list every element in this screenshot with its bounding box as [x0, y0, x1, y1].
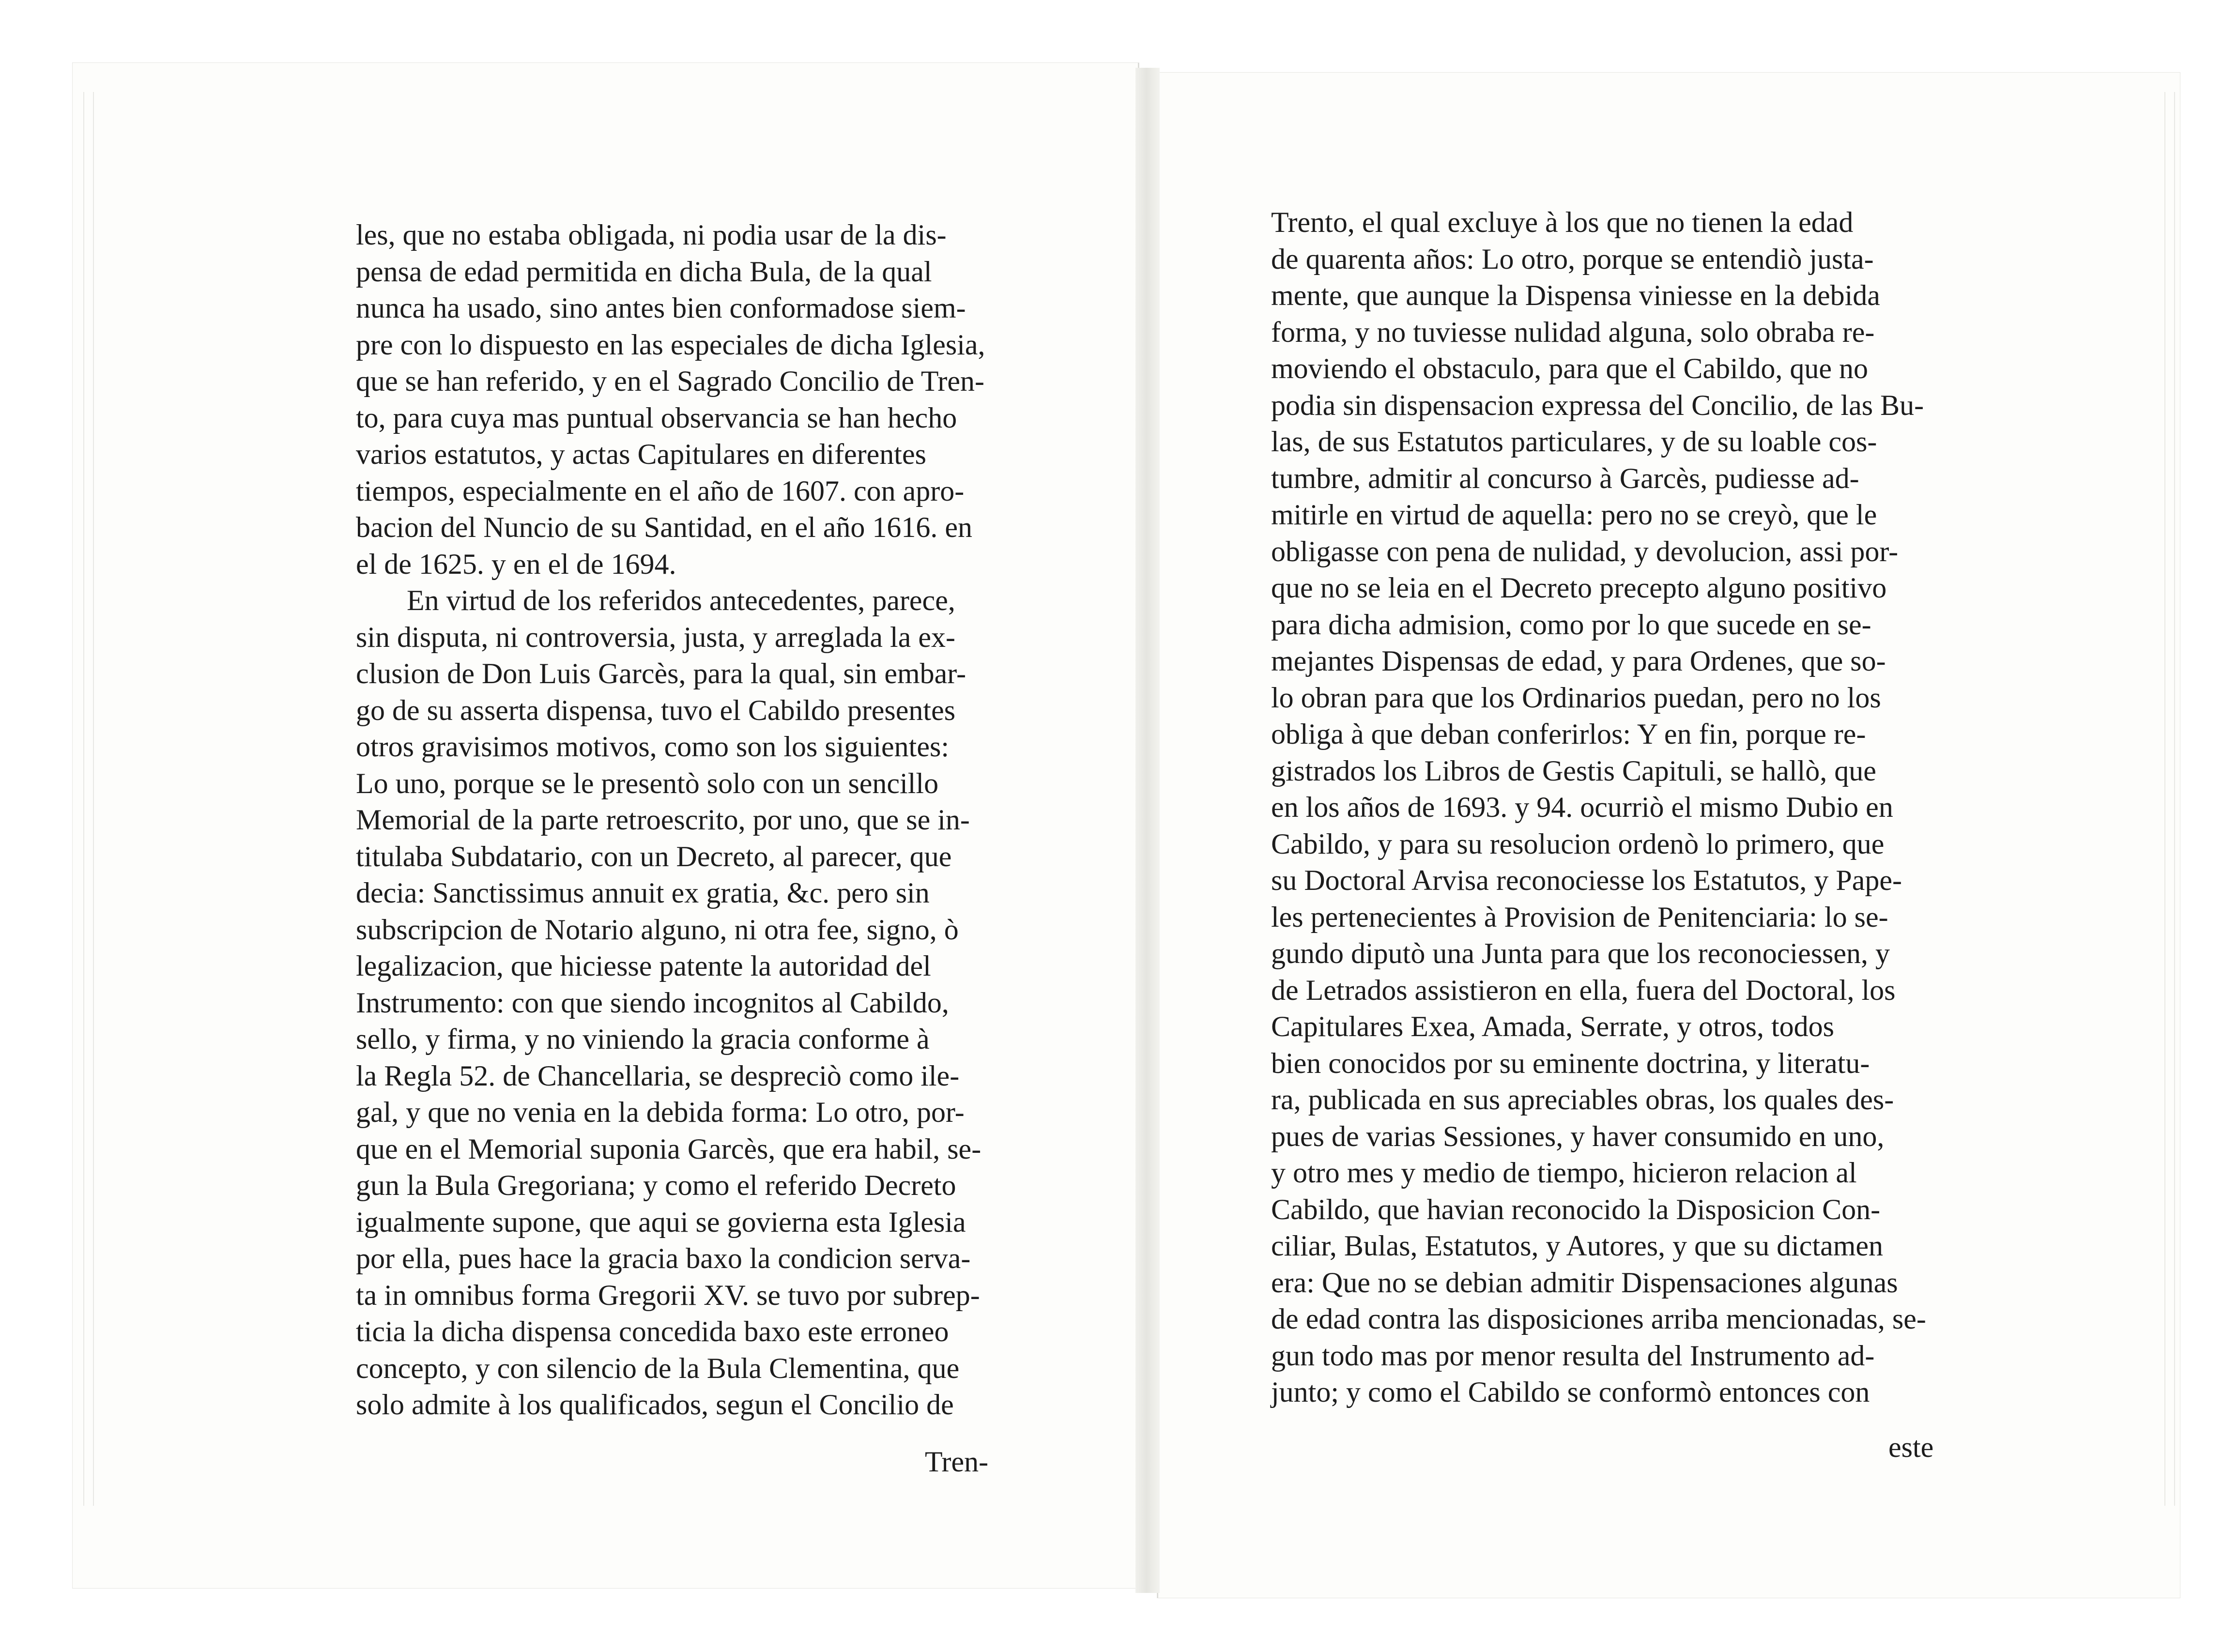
text-line: ra, publicada en sus apreciables obras, los quales des-	[1271, 1084, 1894, 1116]
text-line: moviendo el obstaculo, para que el Cabildo, que no	[1271, 352, 1869, 384]
text-line: mente, que aunque la Dispensa viniesse en la debida	[1271, 279, 1880, 311]
text-line: gistrados los Libros de Gestis Capituli, se hallò, que	[1271, 754, 1876, 787]
text-line: Capitulares Exea, Amada, Serrate, y otros, todos	[1271, 1010, 1835, 1042]
left-leaf-edges	[83, 92, 94, 1506]
text-line: junto; y como el Cabildo se conformò entonces con	[1271, 1376, 1870, 1408]
text-line: les pertenecientes à Provision de Penitenciaria: lo se-	[1271, 901, 1888, 933]
text-line: que no se leia en el Decreto precepto alguno positivo	[1271, 572, 1887, 604]
text-line: mitirle en virtud de aquella: pero no se creyò, que le	[1271, 499, 1877, 531]
text-line: que en el Memorial suponia Garcès, que era habil, se-	[356, 1132, 981, 1165]
text-line: las, de sus Estatutos particulares, y de su loable cos-	[1271, 426, 1877, 458]
text-line: gal, y que no venia en la debida forma: Lo otro, por-	[356, 1096, 965, 1128]
text-line: Instrumento: con que siendo incognitos al Cabildo,	[356, 986, 949, 1019]
text-line: solo admite à los qualificados, segun el Concilio de	[356, 1389, 954, 1421]
right-leaf-edges	[2164, 92, 2175, 1506]
text-line: pensa de edad permitida en dicha Bula, de la qual	[356, 255, 932, 288]
text-line: Cabildo, que havian reconocido la Disposicion Con-	[1271, 1193, 1881, 1225]
text-line: gun todo mas por menor resulta del Instrumento ad-	[1271, 1339, 1875, 1372]
text-line: obligasse con pena de nulidad, y devolucion, assi por-	[1271, 535, 1899, 567]
text-line: la Regla 52. de Chancellaria, se despreciò como ile-	[356, 1059, 960, 1092]
right-catchword: este	[1888, 1431, 1934, 1463]
text-line: decia: Sanctissimus annuit ex gratia, &c. pero sin	[356, 877, 930, 909]
text-line: igualmente supone, que aqui se govierna esta Iglesia	[356, 1206, 966, 1238]
text-line: pues de varias Sessiones, y haver consumido en uno,	[1271, 1120, 1885, 1152]
text-line: concepto, y con silencio de la Bula Clementina, que	[356, 1352, 960, 1384]
text-line: lo obran para que los Ordinarios puedan, pero no los	[1271, 681, 1881, 714]
text-line: gun la Bula Gregoriana; y como el referido Decreto	[356, 1169, 956, 1201]
text-line: de quarenta años: Lo otro, porque se entendiò justa-	[1271, 243, 1874, 275]
text-line: bacion del Nuncio de su Santidad, en el año 1616. en	[356, 511, 973, 543]
paragraph-start-line: En virtud de los referidos antecedentes, parece,	[407, 584, 955, 616]
right-page-text	[1271, 204, 1930, 1411]
text-line: para dicha admision, como por lo que sucede en se-	[1271, 608, 1871, 641]
text-line: tiempos, especialmente en el año de 1607. con apro-	[356, 474, 965, 507]
text-line: Memorial de la parte retroescrito, por uno, que se in-	[356, 804, 970, 836]
text-line: el de 1625. y en el de 1694.	[356, 548, 676, 580]
text-line: gundo diputò una Junta para que los reconociessen, y	[1271, 937, 1890, 969]
book-gutter	[1135, 68, 1160, 1593]
text-line: clusion de Don Luis Garcès, para la qual, sin embar-	[356, 658, 966, 689]
text-line: de Letrados assistieron en ella, fuera del Doctoral, los	[1271, 974, 1896, 1006]
text-line: mejantes Dispensas de edad, y para Ordenes, que so-	[1271, 645, 1886, 677]
left-catchword: Tren-	[925, 1446, 989, 1478]
text-line: forma, y no tuviesse nulidad alguna, solo obraba re-	[1271, 316, 1875, 348]
text-line: ta in omnibus forma Gregorii XV. se tuvo por subrep-	[356, 1279, 980, 1311]
text-line: Trento, el qual excluye à los que no tienen la edad	[1271, 206, 1854, 238]
text-line: su Doctoral Arvisa reconociesse los Estatutos, y Pape-	[1271, 864, 1902, 896]
text-line: tumbre, admitir al concurso à Garcès, pudiesse ad-	[1271, 462, 1859, 494]
text-line: en los años de 1693. y 94. ocurriò el mismo Dubio en	[1271, 791, 1893, 823]
text-line: Cabildo, y para su resolucion ordenò lo primero, que	[1271, 827, 1885, 860]
text-line: nunca ha usado, sino antes bien conformadose siem-	[356, 292, 966, 324]
text-line: legalizacion, que hiciesse patente la autoridad del	[356, 950, 931, 982]
text-line: obliga à que deban conferirlos: Y en fin, porque re-	[1271, 718, 1866, 750]
text-line: sello, y firma, y no viniendo la gracia conforme à	[356, 1023, 930, 1055]
text-line: sin disputa, ni controversia, justa, y arreglada la ex-	[356, 621, 955, 653]
text-line: que se han referido, y en el Sagrado Concilio de Tren-	[356, 365, 984, 397]
text-line: varios estatutos, y actas Capitulares en diferentes	[356, 438, 926, 470]
text-line: to, para cuya mas puntual observancia se han hecho	[356, 401, 957, 434]
text-line: por ella, pues hace la gracia baxo la condicion serva-	[356, 1242, 971, 1274]
text-line: ticia la dicha dispensa concedida baxo este erroneo	[356, 1315, 949, 1347]
text-line: de edad contra las disposiciones arriba mencionadas, se-	[1271, 1303, 1926, 1335]
text-line: go de su asserta dispensa, tuvo el Cabildo presentes	[356, 694, 956, 726]
text-line: otros gravisimos motivos, como son los siguientes:	[356, 731, 949, 763]
text-line: podia sin dispensacion expressa del Concilio, de las Bu-	[1271, 389, 1924, 421]
text-line: titulaba Subdatario, con un Decreto, al parecer, que	[356, 840, 952, 872]
text-line: era: Que no se debian admitir Dispensaciones algunas	[1271, 1266, 1898, 1299]
text-line: bien conocidos por su eminente doctrina, y literatu-	[1271, 1047, 1870, 1079]
text-line: les, que no estaba obligada, ni podia usar de la dis-	[356, 219, 947, 251]
text-line: y otro mes y medio de tiempo, hicieron relacion al	[1271, 1157, 1857, 1189]
text-line: Lo uno, porque se le presentò solo con un sencillo	[356, 767, 939, 799]
text-line: pre con lo dispuesto en las especiales de dicha Iglesia,	[356, 328, 985, 361]
left-page-text	[356, 217, 1039, 1423]
text-line: ciliar, Bulas, Estatutos, y Autores, y que su dictamen	[1271, 1230, 1884, 1262]
text-line: subscripcion de Notario alguno, ni otra fee, signo, ò	[356, 913, 959, 946]
